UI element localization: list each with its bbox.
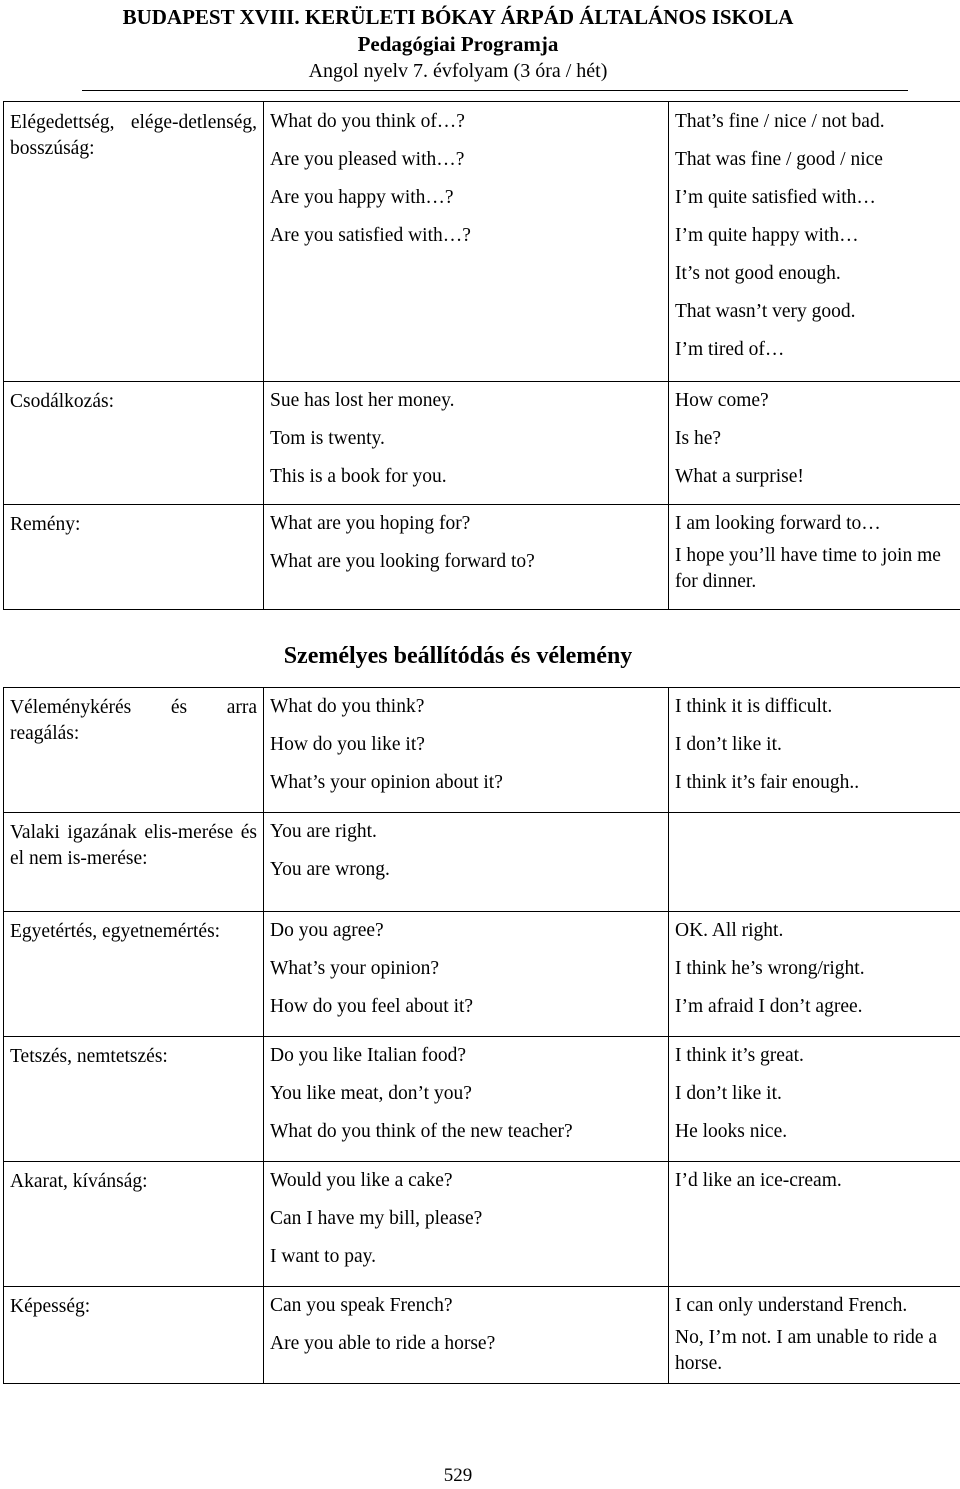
- answer-line: OK. All right.: [675, 920, 784, 941]
- answer-line: I don’t like it.: [675, 1083, 782, 1104]
- question-line: Sue has lost her money.: [270, 390, 455, 411]
- question-cell: [264, 912, 669, 1037]
- answer-line: I’m quite satisfied with…: [675, 187, 876, 208]
- question-line: What do you think of…?: [270, 111, 465, 132]
- answer-line: I think he’s wrong/right.: [675, 958, 865, 979]
- question-line: Are you happy with…?: [270, 187, 454, 208]
- answer-line: I can only understand French.: [675, 1295, 908, 1316]
- function-label: Csodálkozás:: [10, 391, 114, 412]
- question-line: Are you satisfied with…?: [270, 225, 471, 246]
- question-line: Are you pleased with…?: [270, 149, 465, 170]
- table-row: [4, 102, 960, 382]
- answer-cell: [669, 1037, 960, 1162]
- question-line: What’s your opinion about it?: [270, 772, 503, 793]
- question-line: Do you like Italian food?: [270, 1045, 467, 1066]
- answer-cell: [669, 1287, 960, 1384]
- answer-line: I think it’s great.: [675, 1045, 804, 1066]
- answer-cell: [669, 505, 960, 610]
- function-label-cell: [4, 1037, 264, 1162]
- question-line: What do you think of the new teacher?: [270, 1121, 573, 1142]
- table-row: [4, 688, 960, 813]
- question-line: Tom is twenty.: [270, 428, 385, 449]
- table-row: [4, 1037, 960, 1162]
- question-cell: [264, 505, 669, 610]
- question-line: This is a book for you.: [270, 466, 447, 487]
- question-cell: [264, 382, 669, 505]
- answer-line: Is he?: [675, 428, 722, 449]
- answer-line: I think it’s fair enough..: [675, 772, 860, 793]
- answer-line: I’m tired of…: [675, 339, 785, 360]
- question-line: How do you feel about it?: [270, 996, 474, 1017]
- function-label-cell: [4, 688, 264, 813]
- table-row: [4, 1287, 960, 1384]
- answer-line: I’m afraid I don’t agree.: [675, 996, 863, 1017]
- question-line: Are you able to ride a horse?: [270, 1333, 496, 1354]
- page-number: 529: [443, 1465, 473, 1486]
- header-divider: [82, 90, 908, 91]
- question-cell: [264, 1162, 669, 1287]
- question-line: What’s your opinion?: [270, 958, 439, 979]
- subject-line: Angol nyelv 7. évfolyam (3 óra / hét): [308, 60, 608, 82]
- answer-line: How come?: [675, 390, 769, 411]
- answer-line: I don’t like it.: [675, 734, 782, 755]
- function-label: Remény:: [10, 514, 81, 535]
- function-table-2: [3, 687, 960, 1384]
- question-line: You are right.: [270, 821, 377, 842]
- page-header: [0, 4, 916, 85]
- function-label: Valaki igazának elis-merése és el nem is-merése:: [10, 822, 257, 869]
- answer-line: I am looking forward to…: [675, 513, 881, 534]
- function-label: Elégedettség, elége-detlenség, bosszúság:: [10, 112, 257, 159]
- question-line: What do you think?: [270, 696, 425, 717]
- answer-line: It’s not good enough.: [675, 263, 841, 284]
- answer-line: I’m quite happy with…: [675, 225, 859, 246]
- answer-line: I hope you’ll have time to join me for dinner.: [675, 545, 941, 592]
- answer-line: That’s fine / nice / not bad.: [675, 111, 885, 132]
- program-title: Pedagógiai Programja: [357, 32, 559, 56]
- answer-cell: [669, 382, 960, 505]
- function-label-cell: [4, 382, 264, 505]
- question-line: You like meat, don’t you?: [270, 1083, 472, 1104]
- table-row: [4, 912, 960, 1037]
- question-line: What are you looking forward to?: [270, 551, 535, 572]
- answer-cell: [669, 912, 960, 1037]
- function-label-cell: [4, 813, 264, 912]
- question-line: What are you hoping for?: [270, 513, 471, 534]
- table-row: [4, 505, 960, 610]
- function-label: Akarat, kívánság:: [10, 1171, 148, 1192]
- answer-cell: [669, 1162, 960, 1287]
- question-cell: [264, 102, 669, 382]
- section-title: Személyes beállítódás és vélemény: [283, 643, 633, 669]
- answer-cell: [669, 102, 960, 382]
- function-label-cell: [4, 102, 264, 382]
- function-table-1: [3, 101, 960, 610]
- question-cell: [264, 688, 669, 813]
- answer-line: That was fine / good / nice: [675, 149, 883, 170]
- question-line: Do you agree?: [270, 920, 384, 941]
- function-label-cell: [4, 1287, 264, 1384]
- question-line: Can you speak French?: [270, 1295, 453, 1316]
- question-line: I want to pay.: [270, 1246, 376, 1267]
- table-row: [4, 813, 960, 912]
- answer-line: What a surprise!: [675, 466, 804, 487]
- answer-line: That wasn’t very good.: [675, 301, 856, 322]
- question-line: How do you like it?: [270, 734, 425, 755]
- table-row: [4, 382, 960, 505]
- answer-line: No, I’m not. I am unable to ride a horse.: [675, 1327, 938, 1374]
- question-cell: [264, 1287, 669, 1384]
- function-label-cell: [4, 912, 264, 1037]
- answer-cell: [669, 813, 960, 912]
- table-row: [4, 1162, 960, 1287]
- answer-line: He looks nice.: [675, 1121, 788, 1142]
- answer-cell: [669, 688, 960, 813]
- question-cell: [264, 1037, 669, 1162]
- function-label: Véleménykérés és arra reagálás:: [10, 697, 257, 744]
- function-label: Képesség:: [10, 1296, 91, 1317]
- function-label: Tetszés, nemtetszés:: [10, 1046, 168, 1067]
- answer-line: I think it is difficult.: [675, 696, 833, 717]
- school-name: BUDAPEST XVIII. KERÜLETI BÓKAY ÁRPÁD ÁLTALÁNOS ISKOLA: [122, 5, 794, 29]
- answer-line: I’d like an ice-cream.: [675, 1170, 842, 1191]
- function-label: Egyetértés, egyetnemértés:: [10, 921, 221, 942]
- question-cell: [264, 813, 669, 912]
- function-label-cell: [4, 505, 264, 610]
- question-line: Can I have my bill, please?: [270, 1208, 483, 1229]
- function-label-cell: [4, 1162, 264, 1287]
- question-line: You are wrong.: [270, 859, 390, 880]
- question-line: Would you like a cake?: [270, 1170, 453, 1191]
